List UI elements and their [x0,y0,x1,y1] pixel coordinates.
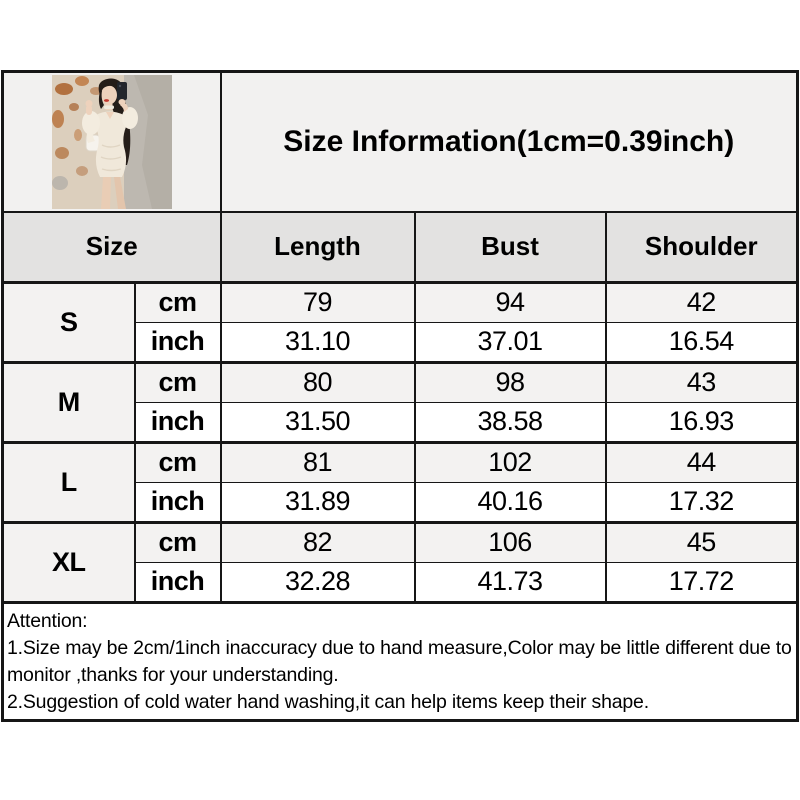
col-header-bust: Bust [415,212,606,282]
unit-label-inch: inch [135,402,221,442]
value-s-bust-cm: 94 [415,282,606,322]
value-xl-length-cm: 82 [221,522,415,562]
table-row-l-cm [3,442,798,482]
value-l-bust-cm: 102 [415,442,606,482]
product-photo-cell [3,72,221,213]
value-s-bust-inch: 37.01 [415,322,606,362]
col-header-size: Size [3,212,221,282]
attention-section [3,602,798,720]
unit-label-cm: cm [135,522,221,562]
value-xl-bust-inch: 41.73 [415,562,606,602]
unit-label-cm: cm [135,362,221,402]
value-l-length-cm: 81 [221,442,415,482]
size-label-l: L [3,442,135,522]
attention-note-1: 1.Size may be 2cm/1inch inaccuracy due to hand measure,Color may be little different due to monitor ,thanks for your understanding. [7,636,792,686]
value-m-length-cm: 80 [221,362,415,402]
value-l-bust-inch: 40.16 [415,482,606,522]
value-m-bust-inch: 38.58 [415,402,606,442]
attention-note-2: 2.Suggestion of cold water hand washing,it can help items keep their shape. [7,690,649,713]
value-xl-bust-cm: 106 [415,522,606,562]
attention-label: Attention: [7,609,88,632]
value-s-shoulder-inch: 16.54 [606,322,798,362]
value-s-shoulder-cm: 42 [606,282,798,322]
page-title: Size Information(1cm=0.39inch) [221,72,798,213]
col-header-shoulder: Shoulder [606,212,798,282]
unit-label-cm: cm [135,442,221,482]
value-m-shoulder-cm: 43 [606,362,798,402]
size-table [1,70,799,722]
unit-label-inch: inch [135,562,221,602]
size-label-m: M [3,362,135,442]
value-xl-length-inch: 32.28 [221,562,415,602]
value-xl-shoulder-inch: 17.72 [606,562,798,602]
unit-label-cm: cm [135,282,221,322]
value-s-length-cm: 79 [221,282,415,322]
col-header-length: Length [221,212,415,282]
value-m-length-inch: 31.50 [221,402,415,442]
value-l-shoulder-inch: 17.32 [606,482,798,522]
value-xl-shoulder-cm: 45 [606,522,798,562]
unit-label-inch: inch [135,322,221,362]
table-row-m-cm [3,362,798,402]
value-m-shoulder-inch: 16.93 [606,402,798,442]
value-m-bust-cm: 98 [415,362,606,402]
value-l-length-inch: 31.89 [221,482,415,522]
value-l-shoulder-cm: 44 [606,442,798,482]
top-band [3,72,798,213]
table-row-xl-cm [3,522,798,562]
table-row-s-cm [3,282,798,322]
size-label-xl: XL [3,522,135,602]
attention-row [3,602,798,720]
unit-label-inch: inch [135,482,221,522]
size-label-s: S [3,282,135,362]
product-photo-image [52,75,172,209]
value-s-length-inch: 31.10 [221,322,415,362]
table-header-row [3,212,798,282]
